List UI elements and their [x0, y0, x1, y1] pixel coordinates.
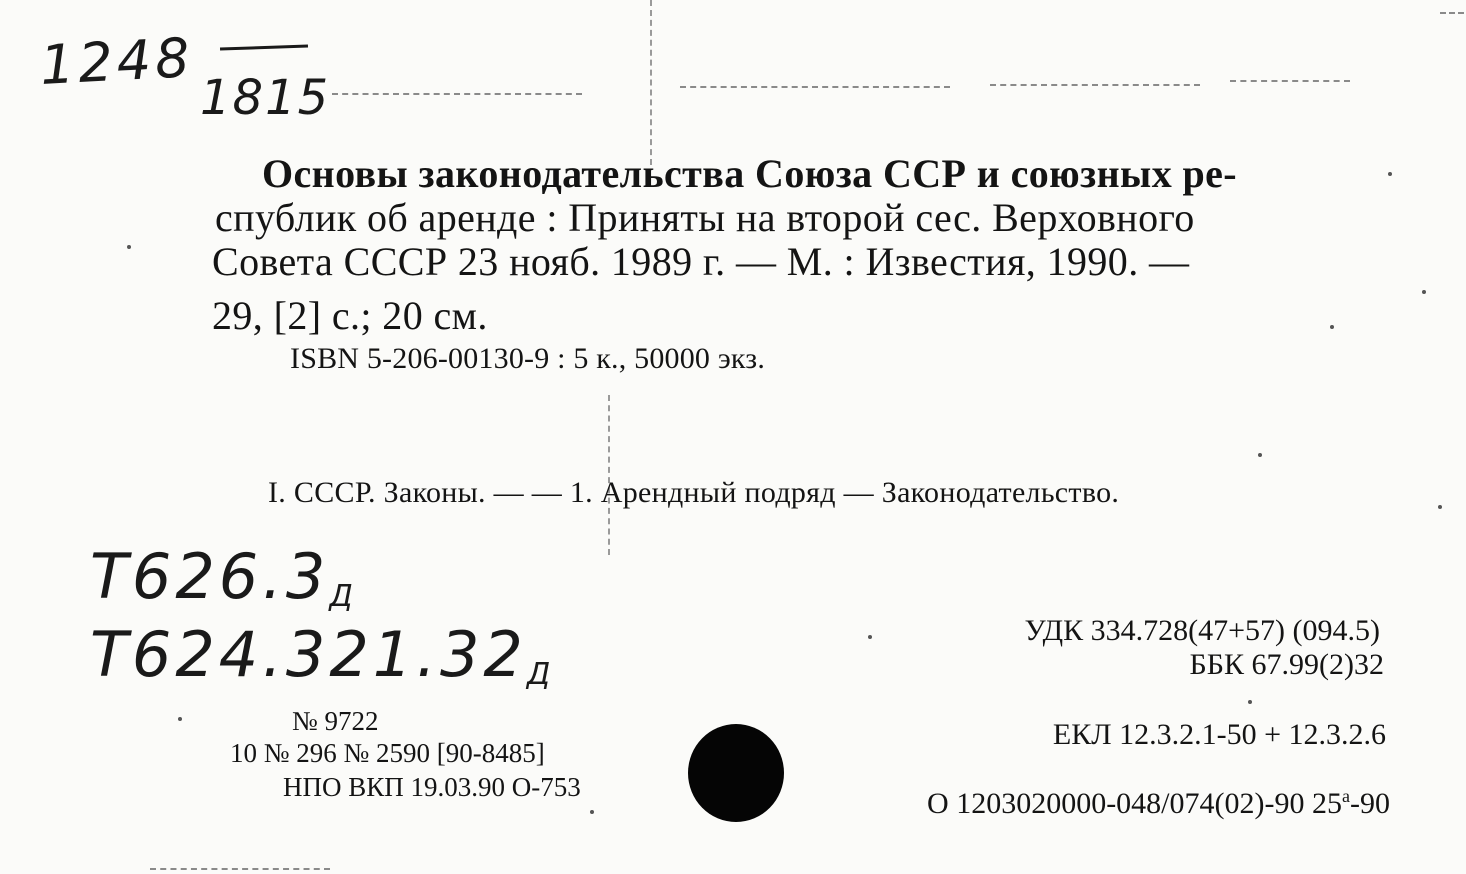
print-line-2: 10 № 296 № 2590 [90-8485]	[230, 738, 545, 768]
code-line	[927, 786, 1390, 821]
handwritten-code-2	[90, 618, 550, 692]
call-number-fraction: 1815	[200, 70, 331, 126]
dashed-rule-corner	[1440, 12, 1464, 14]
call-number-bar	[220, 44, 308, 50]
udk-line: УДК 334.728(47+57) (094.5)	[1024, 614, 1380, 647]
title-bold-text: Основы законодательства Союза ССР и союзных ре-	[262, 151, 1238, 196]
title-line-2: спублик об аренде : Приняты на второй сес. Верховного	[215, 195, 1195, 240]
speck-3	[1422, 290, 1426, 294]
isbn-line: ISBN 5-206-00130-9 : 5 к., 50000 экз.	[290, 342, 766, 375]
speck-8	[1248, 700, 1252, 704]
handwritten-code-1-text: Т626.3	[90, 540, 330, 613]
dashed-fold-upper	[650, 0, 652, 165]
black-stamp-circle	[688, 724, 784, 822]
code-line-tail: -90	[1350, 787, 1390, 820]
handwritten-code-1	[90, 540, 353, 614]
speck-9	[178, 717, 182, 721]
title-line-3: Совета СССР 23 нояб. 1989 г. — М. : Известия, 1990. —	[212, 239, 1190, 284]
bbk-line: ББК 67.99(2)32	[1189, 648, 1384, 681]
dashed-rule-far-right	[1230, 80, 1350, 82]
title-line-4: 29, [2] с.; 20 см.	[212, 293, 488, 338]
dashed-rule-top-right	[990, 84, 1200, 86]
speck-1	[127, 245, 131, 249]
code-line-sup: а	[1342, 786, 1350, 806]
handwritten-code-2-text: Т624.321.32	[90, 618, 527, 691]
dashed-rule-top-left	[332, 93, 582, 95]
print-number: № 9722	[292, 706, 379, 736]
speck-10	[590, 810, 594, 814]
dashed-rule-top-mid	[680, 86, 950, 88]
speck-5	[1258, 453, 1262, 457]
call-number-main: 1248	[38, 26, 195, 97]
dashed-rule-bottom	[150, 868, 330, 870]
code-line-text: О 1203020000-048/074(02)-90 25	[927, 787, 1342, 820]
ekl-line: ЕКЛ 12.3.2.1-50 + 12.3.2.6	[1052, 718, 1386, 751]
title-line-1	[262, 152, 1237, 196]
speck-6	[1438, 505, 1442, 509]
speck-7	[868, 635, 872, 639]
handwritten-code-1-suffix: Д	[329, 579, 353, 614]
dashed-fold-lower	[608, 395, 610, 555]
print-line-3: НПО ВКП 19.03.90 О-753	[283, 772, 581, 802]
handwritten-code-2-suffix: Д	[526, 657, 551, 692]
subjects-line: I. СССР. Законы. — — 1. Арендный подряд — Законодательство.	[268, 476, 1120, 509]
speck-2	[1388, 172, 1392, 176]
speck-4	[1330, 325, 1334, 329]
